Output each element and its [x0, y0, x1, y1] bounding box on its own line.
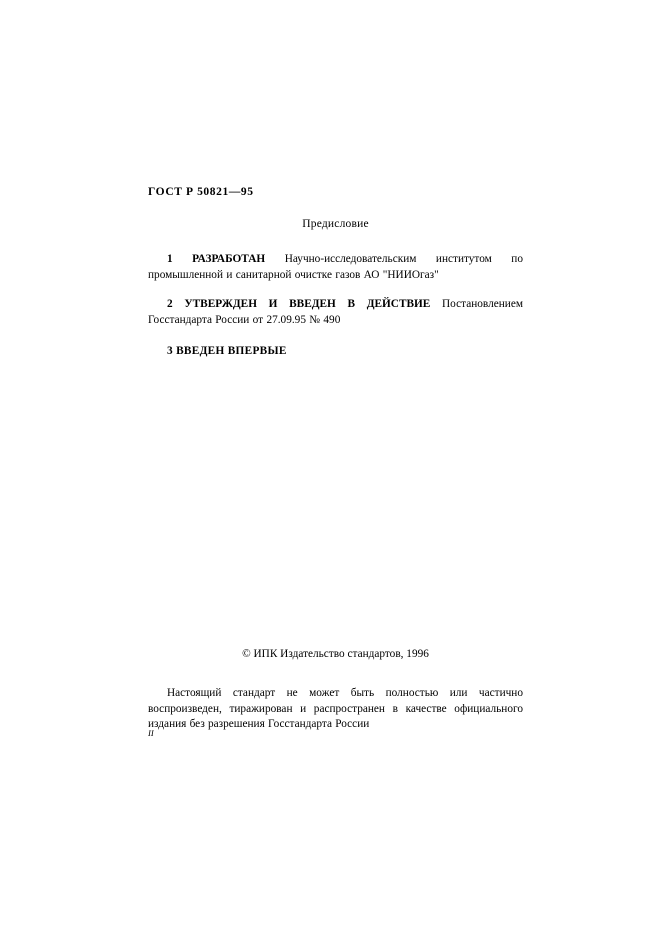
preface-item-1-text: Научно-исследовательским институтом по промышленной и санитарной очистке газов АО "НИИОгаз" — [148, 253, 524, 281]
preface-item-3-number: 3 — [167, 345, 173, 357]
page-number: II — [148, 728, 154, 738]
preface-item-1-number: 1 — [167, 253, 173, 265]
preface-item-2-number: 2 — [167, 298, 173, 310]
section-title: Предисловие — [302, 218, 369, 230]
preface-item-2-text: Постановлением Госстандарта России от 27.09.95 № 490 — [148, 298, 523, 326]
preface-item-3-label: ВВЕДЕН ВПЕРВЫЕ — [176, 345, 287, 357]
page-content — [148, 186, 523, 360]
preface-item-2 — [148, 297, 523, 328]
preface-item-1-label: РАЗРАБОТАН — [192, 253, 266, 265]
standard-code: ГОСТ Р 50821—95 — [148, 186, 254, 198]
preface-item-1 — [148, 252, 523, 283]
preface-item-3 — [148, 344, 523, 360]
reproduction-notice: Настоящий стандарт не может быть полностью или частично воспроизведен, тиражирован и распространен в качестве официального издания без разрешения Госстандарта России — [148, 687, 523, 730]
preface-item-2-label: УТВЕРЖДЕН И ВВЕДЕН В ДЕЙСТВИЕ — [184, 298, 431, 310]
page-footer — [148, 648, 523, 733]
copyright-line: © ИПК Издательство стандартов, 1996 — [242, 648, 429, 660]
